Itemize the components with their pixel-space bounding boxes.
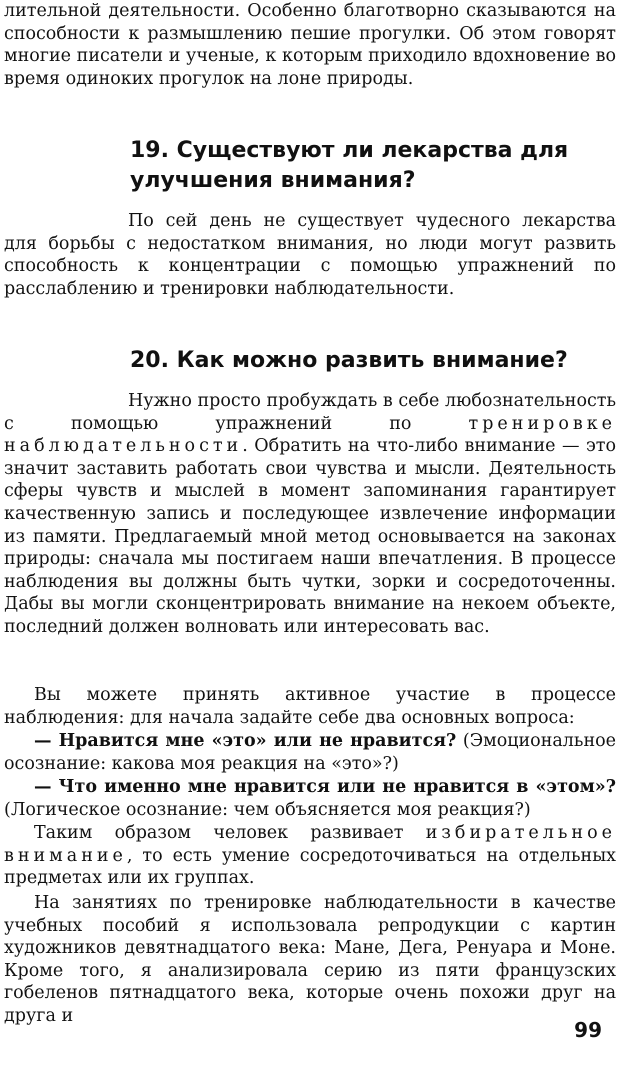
question-1-rest: (Эмоциональное осознание: какова моя реакция на «это»?) xyxy=(4,731,616,774)
section-20-paragraph-4: На занятиях по тренировке наблюдательности в качестве учебных пособий я использовала репродукции с картин художников девятнадцатого века: Мане, Дега, Ренуара и Моне. Кроме того, я анализировала серию из пяти французских гобеленов пятнадцатого века, которые очень похожи друг на друга и xyxy=(4,893,616,1026)
spaced-term: избирательное внимание xyxy=(4,823,616,866)
question-1-bold: — Нравится мне «это» или не нравится? xyxy=(34,731,457,751)
text-run: Таким образом человек развивает xyxy=(34,823,426,843)
text-run: . Обратить на что-либо внимание — это значит заставить работать свои чувства и мысли. Деятельность сферы чувств и мыслей в момент запоминания гарантирует качественную запись и последующее извлечение информации из памяти. Предлагаемый мной метод основывается на законах природы: сначала мы постигаем наши впечатления. В процессе наблюдения вы должны быть чутки, зорки и сосредоточенны. Дабы вы могли сконцентрировать внимание на некоем объекте, последний должен волновать или интересовать вас. xyxy=(4,436,616,637)
section-20-paragraph-2: Вы можете принять активное участие в процессе наблюдения: для начала задайте себе два основных вопроса: xyxy=(4,685,616,728)
question-1 xyxy=(4,730,616,775)
section-20-heading: 20. Как можно развить внимание? xyxy=(130,348,568,373)
question-2-bold: — Что именно мне нравится или не нравится в «этом»? xyxy=(34,777,616,797)
section-20-paragraph-3 xyxy=(4,822,616,890)
spaced-term: тренировке наблюдательности xyxy=(4,413,616,457)
question-2 xyxy=(4,776,616,821)
section-19-paragraph: По сей день не существует чудесного лекарства для борьбы с недостатком внимания, но люди могут развить способность к концентрации с помощью упражнений по расслаблению и тренировки наблюдательности. xyxy=(4,211,616,299)
question-2-rest: (Логическое осознание: чем объясняется моя реакция?) xyxy=(4,799,531,820)
page-number: 99 xyxy=(574,1018,602,1042)
intro-paragraph: лительной деятельности. Особенно благотворно сказываются на способности к размышлению пешие прогулки. Об этом говорят многие писатели и ученые, к которым приходило вдохновение во время одиноких прогулок на лоне природы. xyxy=(4,1,616,89)
text-run: , то есть умение сосредоточиваться на отдельных предметах или их группах. xyxy=(4,845,616,889)
section-19-heading: 19. Существуют ли лекарства для улучшения внимания? xyxy=(130,138,569,193)
text-run: Нужно просто пробуждать в себе любознательность с помощью упражнений по xyxy=(4,391,616,434)
section-20-paragraph-1 xyxy=(4,390,616,639)
